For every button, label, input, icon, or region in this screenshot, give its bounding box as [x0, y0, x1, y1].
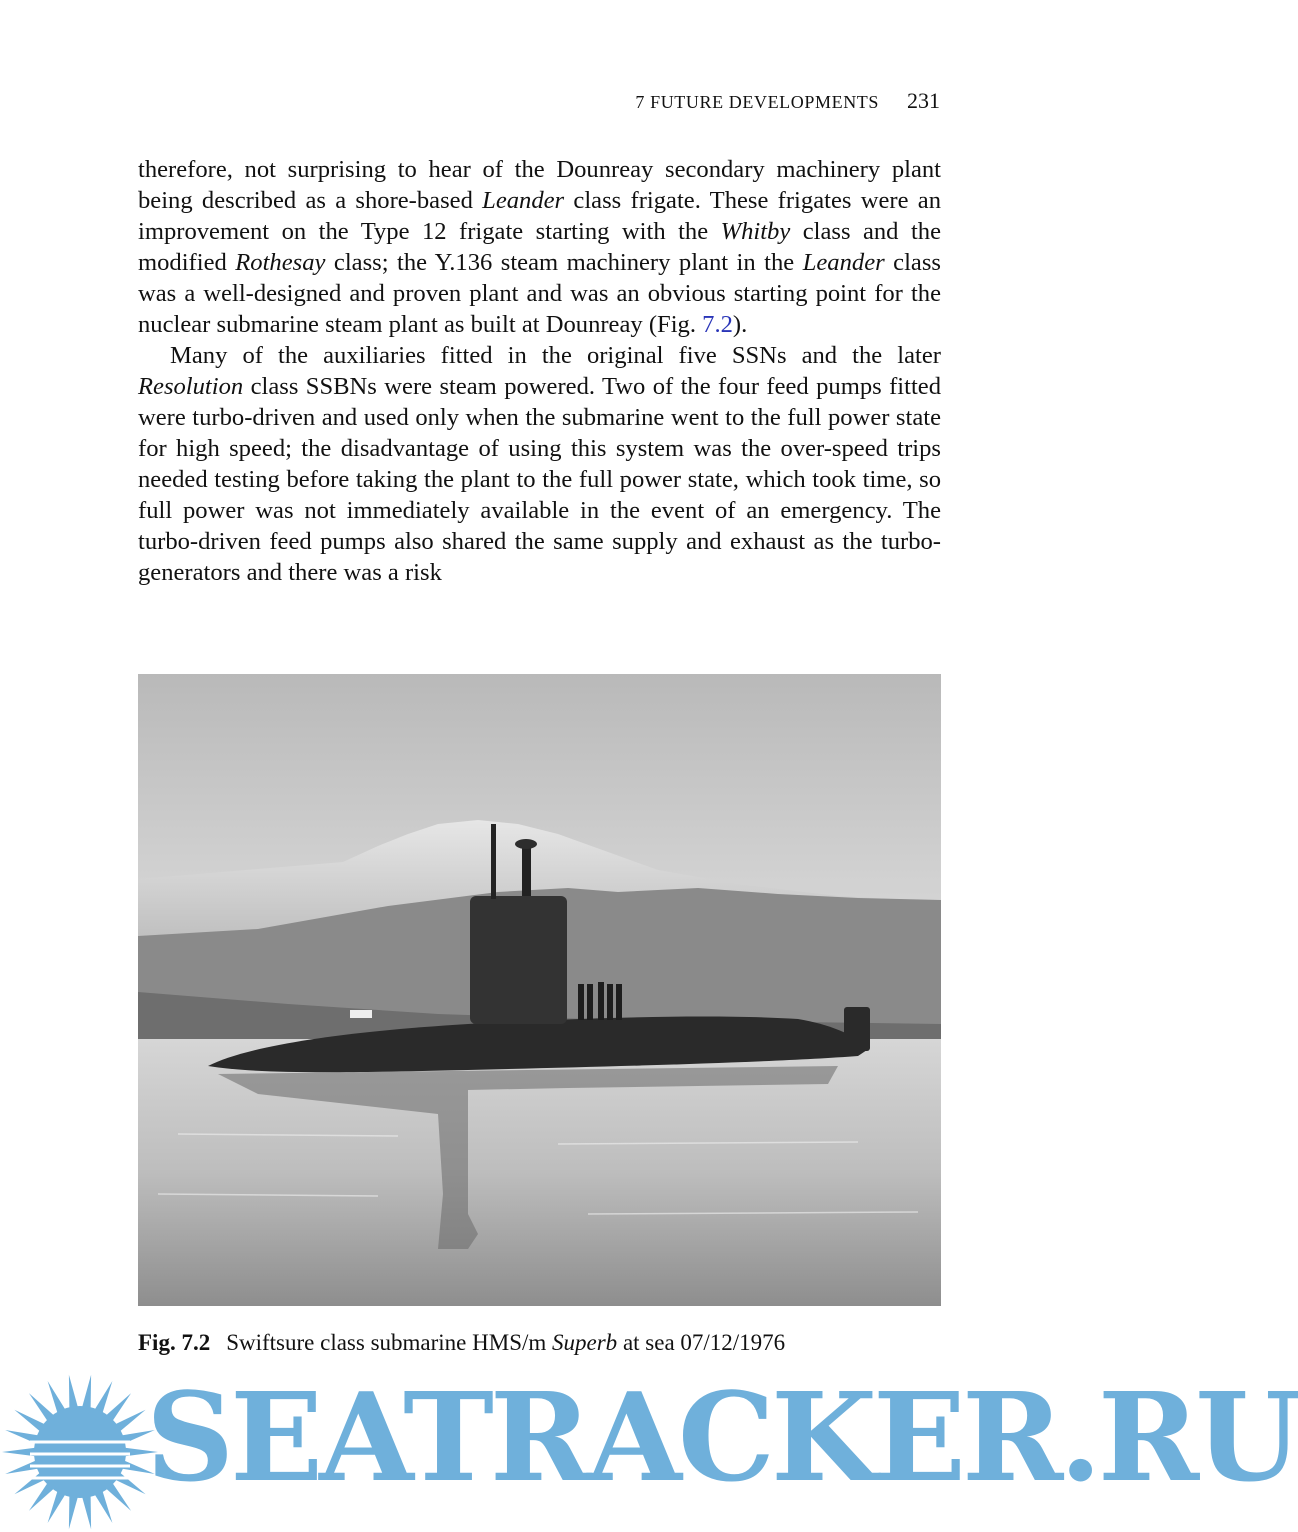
caption-date: at sea 07/12/1976 [617, 1330, 786, 1355]
ship-class-name: Leander [802, 249, 885, 276]
figure-reference-link[interactable]: 7.2 [702, 311, 733, 338]
sun-ray [94, 1381, 112, 1414]
rudder [844, 1007, 870, 1051]
text-run: class and the modified [138, 218, 941, 276]
submarine-photo [138, 674, 941, 1306]
figure-caption [138, 1330, 941, 1356]
ship-name: Superb [552, 1330, 618, 1355]
sun-logo-icon [0, 1372, 160, 1532]
caption-text: Swiftsure class submarine HMS/m [226, 1330, 553, 1355]
radar-mast [522, 842, 531, 896]
ship-class-name: Whitby [720, 218, 791, 245]
ship-class-name: Resolution [138, 373, 244, 400]
sun-ray [82, 1375, 91, 1410]
sun-ray [94, 1490, 112, 1523]
text-run: class frigate. These frigates were an improvement on the Type 12 frigate starting with the [138, 187, 941, 245]
text-run: class SSBNs were steam powered. Two of the four feed pumps fitted were turbo-driven and used only when the submarine went to the full power state for high speed; the disadvantage of using this system was the over-speed trips needed testing before taking the plant to the full power state, which took time, so full power was not immediately available in the event of an emergency. The turbo-driven feed pumps also shared the same supply and exhaust as the turbo-generators and there was a risk [138, 373, 941, 586]
paragraph-1 [138, 154, 941, 340]
body-text [138, 154, 941, 588]
radar-dish [515, 839, 537, 849]
submarine-photo-drawing [138, 674, 941, 1306]
ship-class-name: Leander [482, 187, 565, 214]
text-run: class was a well-designed and proven plant and was an obvious starting point for the nuclear submarine steam plant as built at Dounreay (Fig. [138, 249, 941, 338]
watermark [0, 1365, 1298, 1532]
sun-ray [69, 1495, 78, 1530]
sun-ray [48, 1490, 66, 1523]
page-number: 231 [907, 88, 940, 113]
watermark-text: SEATRACKER.RU [146, 1365, 1298, 1509]
text-run: Many of the auxiliaries fitted in the original five SSNs and the later [170, 342, 941, 369]
sun-ray [69, 1375, 78, 1410]
sun-ray [82, 1495, 91, 1530]
text-run: class; the Y.136 steam machinery plant in the [325, 249, 803, 276]
distant-ship [350, 1010, 372, 1018]
ship-class-name: Rothesay [235, 249, 326, 276]
text-run: therefore, not surprising to hear of the Dounreay secondary machinery plant being described as a shore-based [138, 156, 941, 214]
fin [470, 896, 567, 1024]
periscope-mast [491, 824, 496, 899]
paragraph-2 [138, 340, 941, 588]
chapter-title: 7 FUTURE DEVELOPMENTS [635, 92, 879, 112]
sun-ray [48, 1381, 66, 1414]
text-run: ). [732, 311, 748, 338]
running-head [560, 88, 940, 118]
figure-label: Fig. 7.2 [138, 1330, 211, 1355]
